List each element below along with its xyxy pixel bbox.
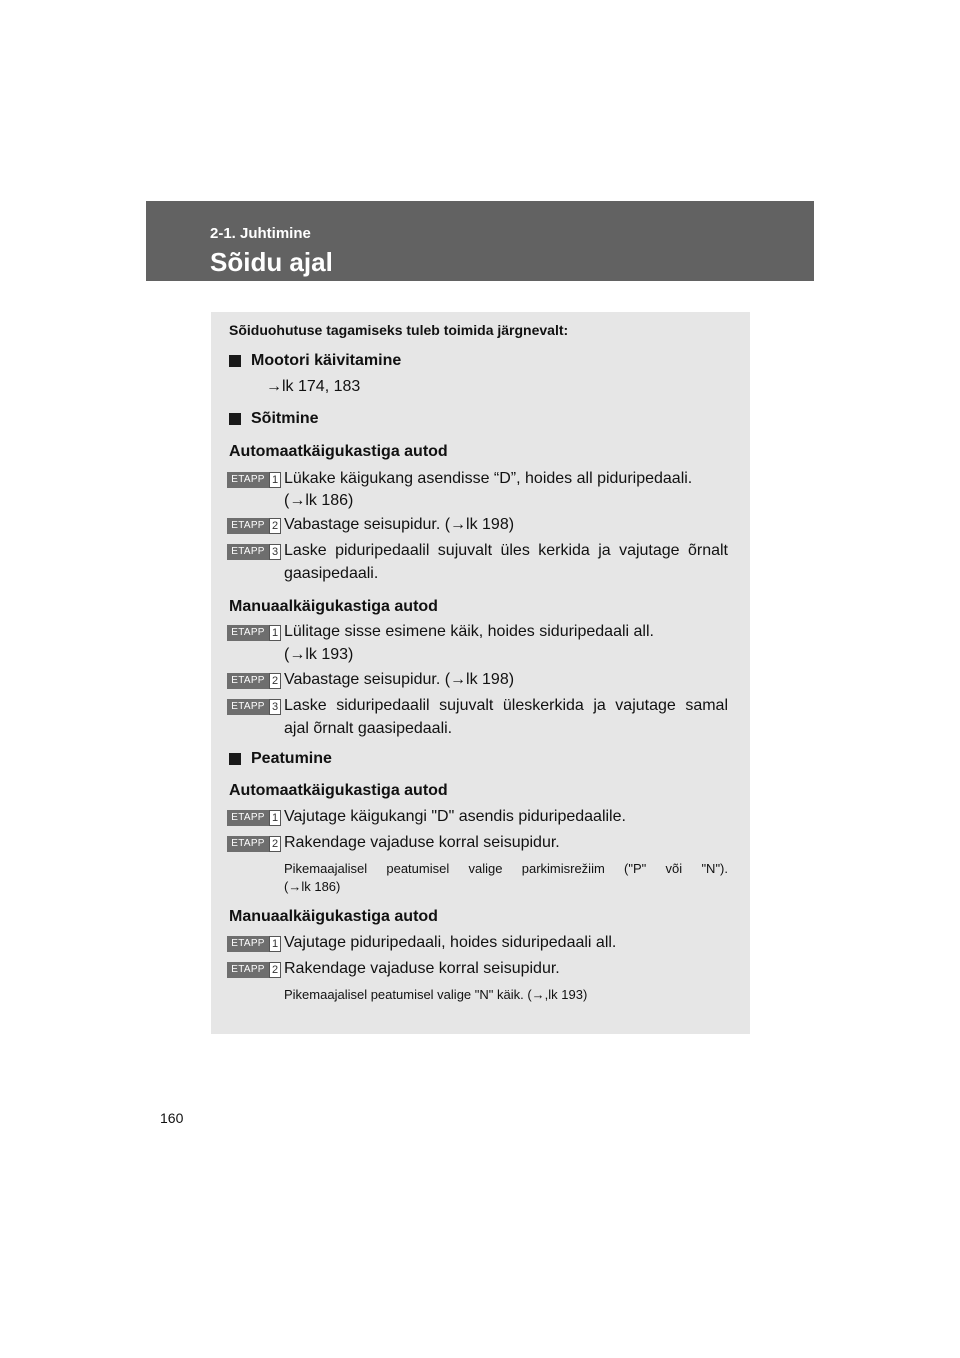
content-box (211, 312, 750, 1034)
step-badge-number: 1 (269, 810, 281, 826)
step-badge-number: 2 (269, 518, 281, 534)
step-badge-number: 1 (269, 936, 281, 952)
step-text-cont: ajal õrnalt gaasipedaali. (284, 720, 453, 737)
step-badge (227, 699, 281, 715)
note-ref (284, 879, 340, 894)
page-number: 160 (160, 1110, 184, 1126)
heading-stopping (229, 750, 332, 768)
starting-ref (266, 378, 360, 396)
step-text: Vajutage piduripedaali, hoides siduripedaali all. (284, 934, 617, 951)
arrow-right-icon: → (450, 671, 467, 688)
step-badge (227, 836, 281, 852)
step-badge-label: ETAPP (227, 810, 269, 826)
step-badge (227, 962, 281, 978)
arrow-right-icon: → (450, 516, 467, 533)
step-badge-number: 3 (269, 699, 281, 715)
step-text-ref (284, 646, 353, 664)
step-text: Rakendage vajaduse korral seisupidur. (284, 960, 560, 977)
square-bullet-icon (229, 355, 241, 367)
step-badge-number: 2 (269, 673, 281, 689)
step-text (284, 671, 514, 689)
step-badge (227, 544, 281, 560)
step-badge-number: 2 (269, 962, 281, 978)
page-ref: lk 198) (466, 516, 515, 533)
step-badge-label: ETAPP (227, 472, 269, 488)
section-header (146, 201, 814, 281)
step-line: Vabastage seisupidur. ( (284, 671, 451, 688)
step-badge-label: ETAPP (227, 699, 269, 715)
driving-manual-label: Manuaalkäigukastiga autod (229, 598, 438, 615)
heading-driving (229, 410, 319, 428)
square-bullet-icon (229, 413, 241, 425)
step-badge-number: 2 (269, 836, 281, 852)
step-badge (227, 673, 281, 689)
step-badge-label: ETAPP (227, 518, 269, 534)
step-text: Laske piduripedaalil sujuvalt üles kerkida ja vajutage õrnalt (284, 542, 728, 559)
arrow-right-icon: → (289, 492, 306, 509)
arrow-right-icon: → (288, 879, 302, 894)
page-title: Sõidu ajal (210, 247, 333, 277)
page-ref: lk 186) (301, 879, 341, 894)
page-ref: lk 193) (305, 646, 354, 663)
step-badge (227, 810, 281, 826)
step-text-cont: gaasipedaali. (284, 565, 379, 582)
step-text (284, 516, 514, 534)
step-badge-number: 1 (269, 472, 281, 488)
step-badge-label: ETAPP (227, 544, 269, 560)
step-badge-number: 3 (269, 544, 281, 560)
step-badge (227, 472, 281, 488)
step-text: Vajutage käigukangi "D" asendis piduripedaalile. (284, 808, 626, 825)
note-text (284, 987, 587, 1002)
paren-open: ( (284, 879, 289, 894)
step-badge-label: ETAPP (227, 625, 269, 641)
paren-open: ( (284, 492, 290, 509)
note-text: Pikemaajalisel peatumisel valige parkimisrežiim ("P" või "N"). (284, 861, 728, 876)
page-ref: lk 186) (305, 492, 354, 509)
step-text: Lükake käigukang asendisse “D”, hoides all piduripedaali. (284, 470, 693, 487)
heading-driving-label: Sõitmine (251, 410, 319, 427)
step-badge-label: ETAPP (227, 936, 269, 952)
step-line: Vabastage seisupidur. ( (284, 516, 451, 533)
heading-starting (229, 352, 401, 370)
step-badge-number: 1 (269, 625, 281, 641)
step-badge (227, 518, 281, 534)
step-text: Laske siduripedaalil sujuvalt üleskerkida ja vajutage samal (284, 697, 728, 714)
step-text: Rakendage vajaduse korral seisupidur. (284, 834, 560, 851)
arrow-right-icon: → (531, 987, 545, 1002)
arrow-right-icon: → (266, 378, 282, 395)
step-badge-label: ETAPP (227, 962, 269, 978)
page-ref: lk 174, 183 (282, 378, 361, 395)
driving-auto-label: Automaatkäigukastiga autod (229, 443, 448, 460)
step-badge-label: ETAPP (227, 836, 269, 852)
step-text-ref (284, 492, 353, 510)
intro-text: Sõiduohutuse tagamiseks tuleb toimida järgnevalt: (229, 322, 569, 338)
section-label: 2-1. Juhtimine (210, 225, 311, 242)
heading-starting-label: Mootori käivitamine (251, 352, 402, 369)
stopping-auto-label: Automaatkäigukastiga autod (229, 782, 448, 799)
step-badge (227, 936, 281, 952)
arrow-right-icon: → (289, 646, 306, 663)
stopping-manual-label: Manuaalkäigukastiga autod (229, 908, 438, 925)
page-ref: ,lk 193) (544, 987, 588, 1002)
square-bullet-icon (229, 753, 241, 765)
note-line: Pikemaajalisel peatumisel valige "N" käik. ( (284, 987, 532, 1002)
paren-open: ( (284, 646, 290, 663)
step-text: Lülitage sisse esimene käik, hoides siduripedaali all. (284, 623, 654, 640)
page-ref: lk 198) (466, 671, 515, 688)
heading-stopping-label: Peatumine (251, 750, 332, 767)
step-badge (227, 625, 281, 641)
step-badge-label: ETAPP (227, 673, 269, 689)
